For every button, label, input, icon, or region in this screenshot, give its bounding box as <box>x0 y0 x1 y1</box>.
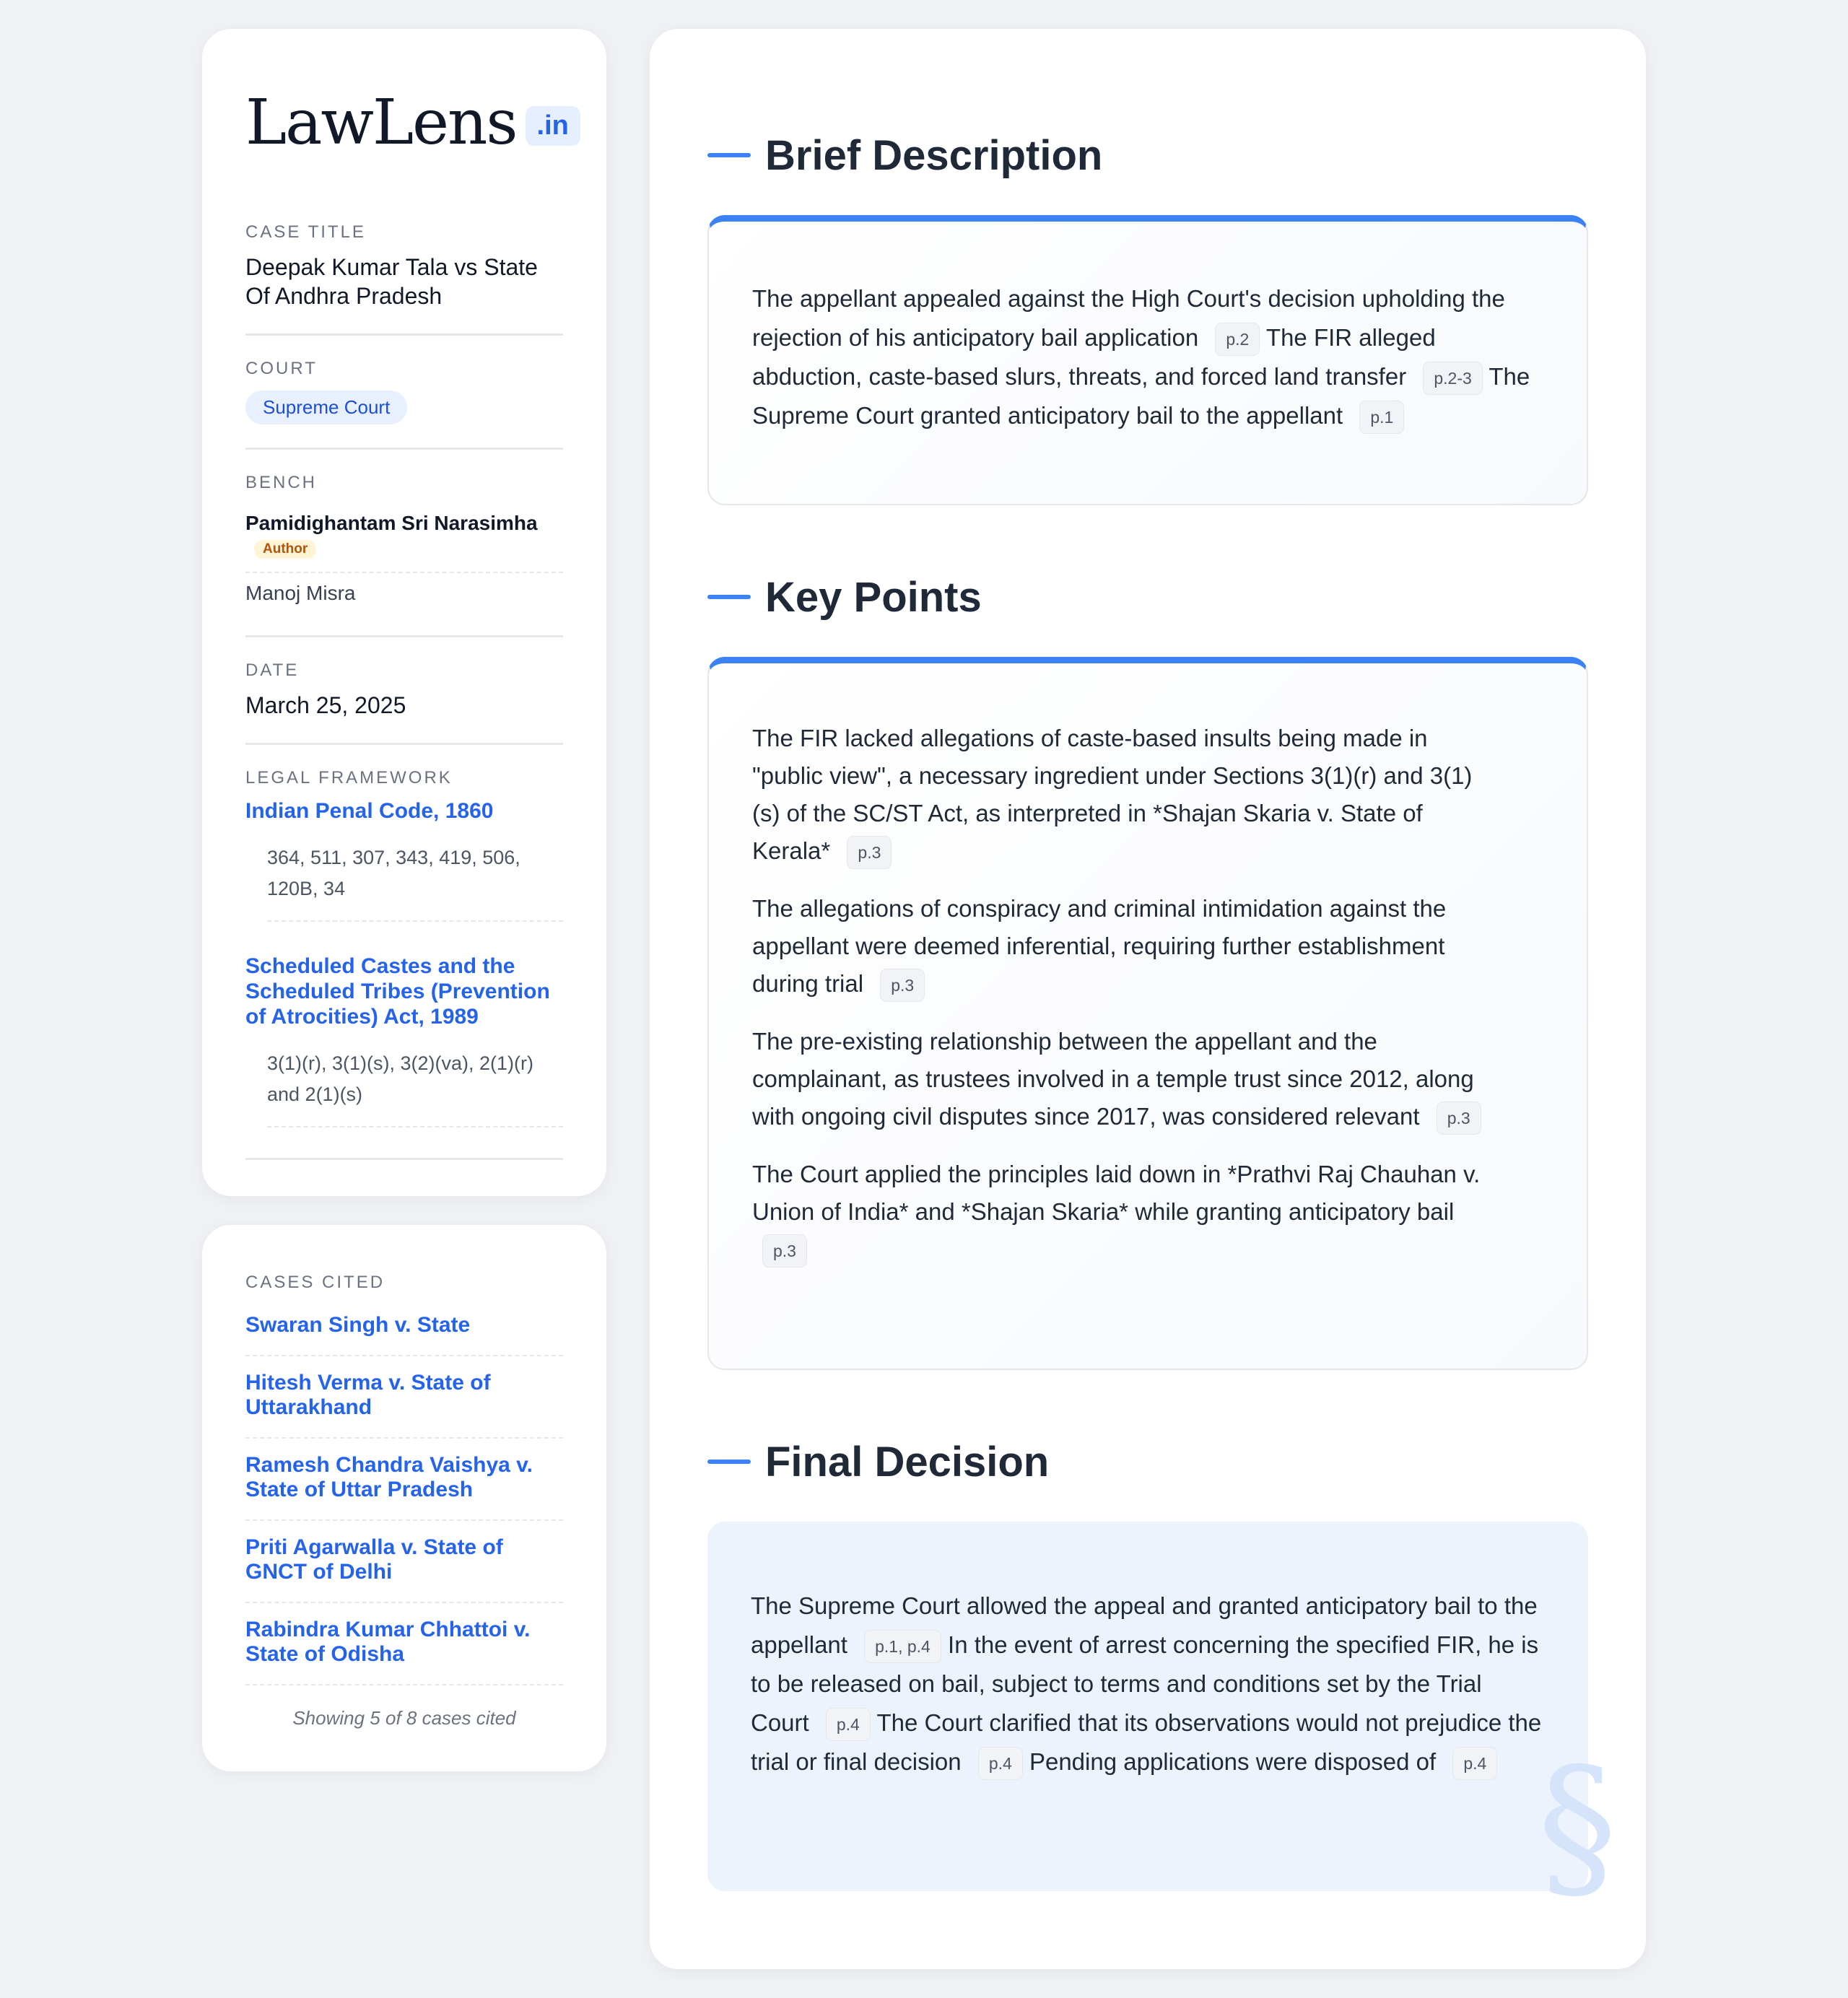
brief-sentence: The appellant appealed against the High Court's decision upholding the rejection of his anticipatory bail application <box>752 285 1505 351</box>
law-title-link[interactable]: Scheduled Castes and the Scheduled Tribes (Prevention of Atrocities) Act, 1989 <box>245 954 550 1029</box>
law-entry <box>245 798 563 922</box>
brand-tld-badge: .in <box>526 106 580 146</box>
brief-description-box <box>707 215 1588 505</box>
page-reference[interactable]: p.1 <box>1359 401 1404 434</box>
brief-description-title: Brief Description <box>765 131 1103 179</box>
brief-sentence: The Supreme Court granted anticipatory bail to the appellant <box>752 363 1530 429</box>
key-points-header <box>707 564 1588 629</box>
final-sentence: The Supreme Court allowed the appeal and granted anticipatory bail to the appellant <box>751 1592 1538 1658</box>
bench-judge <box>245 573 563 618</box>
final-decision-box <box>707 1522 1617 1919</box>
brand-logo[interactable] <box>245 82 569 163</box>
bench-label: BENCH <box>245 473 318 492</box>
cited-case-link[interactable]: Ramesh Chandra Vaishya v. State of Uttar Pradesh <box>245 1439 563 1521</box>
key-point-text: The pre-existing relationship between the appellant and the complainant, as trustees involved in a temple trust since 2012, along with ongoing civil disputes since 2017, was considered relevant <box>752 1028 1474 1130</box>
judge-name: Pamidighantam Sri Narasimha <box>245 512 538 534</box>
key-points-title: Key Points <box>765 573 982 621</box>
key-point-item <box>752 720 1493 870</box>
date-section <box>245 637 563 745</box>
court-section <box>245 336 563 450</box>
brief-sentence: The FIR alleged abduction, caste-based slurs, threats, and forced land transfer <box>752 324 1436 390</box>
court-badge: Supreme Court <box>245 391 407 424</box>
law-sections: 364, 511, 307, 343, 419, 506, 120B, 34 <box>267 842 563 922</box>
sidebar <box>202 29 606 1771</box>
legal-framework-label: LEGAL FRAMEWORK <box>245 768 453 788</box>
law-title-link[interactable]: Indian Penal Code, 1860 <box>245 799 494 823</box>
final-sentence: The Court clarified that its observations would not prejudice the trial or final decision <box>751 1709 1542 1775</box>
final-decision-header <box>707 1429 1588 1494</box>
cited-case-link[interactable]: Priti Agarwalla v. State of GNCT of Delhi <box>245 1521 563 1603</box>
case-meta-card <box>202 29 606 1196</box>
key-points-box <box>707 657 1588 1370</box>
legal-framework-section <box>245 745 563 1160</box>
law-entry <box>245 954 563 1127</box>
key-point-text: The allegations of conspiracy and criminal intimidation against the appellant were deemed inferential, requiring further establishment during trial <box>752 895 1447 997</box>
section-accent-bar <box>707 1460 751 1464</box>
section-accent-bar <box>707 153 751 157</box>
key-point-item <box>752 1023 1493 1135</box>
brand-name: LawLens <box>245 87 517 159</box>
key-point-item <box>752 890 1493 1003</box>
final-sentence: In the event of arrest concerning the specified FIR, he is to be released on bail, subject to terms and conditions set by the Trial Court <box>751 1631 1539 1736</box>
bench-section <box>245 450 563 637</box>
date-label: DATE <box>245 660 300 680</box>
brief-description-text <box>752 279 1536 435</box>
page-reference[interactable]: p.3 <box>1437 1101 1481 1135</box>
cited-case-link[interactable]: Swaran Singh v. State <box>245 1307 563 1356</box>
final-sentence: Pending applications were disposed of <box>1029 1748 1437 1775</box>
key-point-text: The FIR lacked allegations of caste-based insults being made in "public view", a necessary ingredient under Sections 3(1)(r) and 3(1)(s) of the SC/ST Act, as interpreted in *Shajan Skaria v. State of Kerala* <box>752 725 1473 864</box>
page-reference[interactable]: p.2 <box>1215 323 1260 356</box>
page-reference[interactable]: p.4 <box>826 1708 871 1741</box>
case-title: Deepak Kumar Tala vs State Of Andhra Pradesh <box>245 254 538 309</box>
page-reference[interactable]: p.3 <box>880 969 925 1002</box>
section-accent-bar <box>707 595 751 599</box>
page-reference[interactable]: p.4 <box>978 1747 1023 1780</box>
court-label: COURT <box>245 359 318 378</box>
page-reference[interactable]: p.1, p.4 <box>864 1630 941 1663</box>
final-decision-title: Final Decision <box>765 1438 1050 1486</box>
section-symbol-watermark: § <box>1538 1734 1617 1919</box>
final-decision-text <box>751 1587 1542 1781</box>
cited-case-link[interactable]: Rabindra Kumar Chhattoi v. State of Odisha <box>245 1603 563 1685</box>
judge-name: Manoj Misra <box>245 582 356 604</box>
cases-cited-label: CASES CITED <box>245 1273 385 1292</box>
page-reference[interactable]: p.3 <box>762 1234 807 1268</box>
cited-case-link[interactable]: Hitesh Verma v. State of Uttarakhand <box>245 1356 563 1439</box>
case-summary-panel <box>650 29 1646 1969</box>
page-reference[interactable]: p.4 <box>1452 1747 1497 1780</box>
brief-description-header <box>707 123 1588 188</box>
key-point-text: The Court applied the principles laid down in *Prathvi Raj Chauhan v. Union of India* and *Shajan Skaria* while granting anticipatory bail <box>752 1161 1481 1225</box>
case-title-label: CASE TITLE <box>245 222 366 242</box>
key-point-item <box>752 1156 1493 1268</box>
law-sections: 3(1)(r), 3(1)(s), 3(2)(va), 2(1)(r) and 2(1)(s) <box>267 1048 563 1127</box>
page-reference[interactable]: p.3 <box>847 836 892 869</box>
case-title-section <box>245 199 563 336</box>
cases-cited-count: Showing 5 of 8 cases cited <box>292 1707 516 1729</box>
bench-judge <box>245 503 563 573</box>
page-reference[interactable]: p.2-3 <box>1423 362 1482 395</box>
author-badge: Author <box>254 540 316 559</box>
cases-cited-card <box>202 1225 606 1771</box>
cases-cited-list <box>245 1307 563 1685</box>
judgment-date: March 25, 2025 <box>245 692 406 718</box>
